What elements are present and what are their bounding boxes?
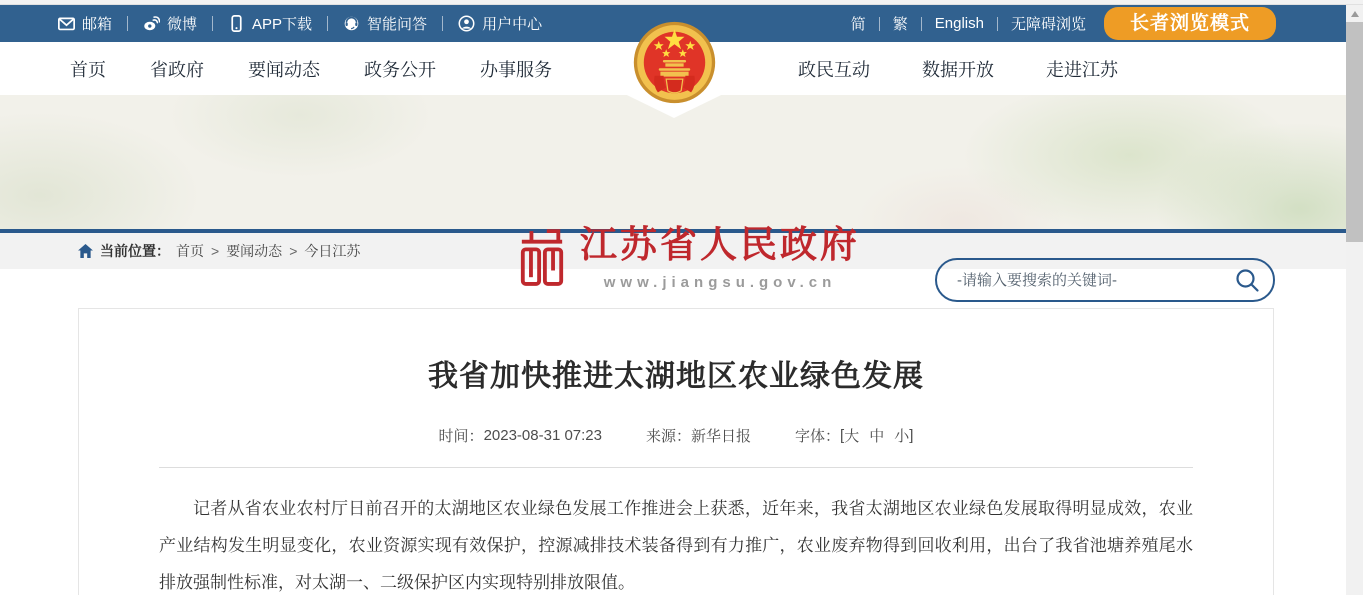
qa-icon <box>343 15 360 32</box>
lang-traditional[interactable]: 繁 <box>892 16 908 33</box>
mail-icon <box>58 15 75 32</box>
divider <box>327 16 328 31</box>
topbar-item-user-center[interactable] <box>458 13 542 34</box>
site-url: www.jiangsu.gov.cn <box>603 273 837 291</box>
article-title: 我省加快推进太湖地区农业绿色发展 <box>428 360 924 393</box>
article-card <box>78 308 1274 595</box>
divider <box>212 16 213 31</box>
meta-source-value: 新华日报 <box>691 428 752 445</box>
topbar-item-label: 智能问答 <box>367 16 428 33</box>
accessibility-browse[interactable]: 无障碍浏览 <box>1010 16 1086 33</box>
brand-text <box>580 226 860 291</box>
topbar-item-label: 微博 <box>167 16 198 33</box>
font-size-medium[interactable]: 中 <box>869 428 885 445</box>
breadcrumb-item-home[interactable]: 首页 <box>176 243 204 259</box>
scrollbar[interactable] <box>1346 5 1363 595</box>
divider <box>921 17 922 31</box>
meta-time-label: 时间： <box>438 428 484 445</box>
nav-item-about-jiangsu[interactable]: 走进江苏 <box>1046 59 1118 80</box>
article-body: 记者从省农业农村厅日前召开的太湖地区农业绿色发展工作推进会上获悉，近年来，我省太湖地区农业绿色发展取得明显成效，农业产业结构发生明显变化，农业资源实现有效保护，控源减排技术装备得到有力推广，农业废弃物得到回收利用，出台了我省池塘养殖尾水排放强制性标准，对太湖一、二级保护区内实现特别排放限值。 <box>159 499 1193 592</box>
topbar-item-weibo[interactable] <box>143 13 197 34</box>
scroll-up-arrow-icon[interactable] <box>1346 5 1363 22</box>
bracket: ] <box>909 427 914 444</box>
nav-item-news[interactable]: 要闻动态 <box>248 59 320 80</box>
weibo-icon <box>143 15 160 32</box>
site-title: 江苏省人民政府 <box>580 225 860 266</box>
topbar-item-label: 用户中心 <box>482 16 543 33</box>
lang-english[interactable]: English <box>934 15 984 32</box>
nav-item-home[interactable]: 首页 <box>70 59 106 80</box>
nav-item-interaction[interactable]: 政民互动 <box>798 59 870 80</box>
article-meta <box>79 425 1273 446</box>
divider <box>879 17 880 31</box>
search-input[interactable] <box>957 272 1229 289</box>
home-icon[interactable] <box>78 244 93 258</box>
search-icon <box>1234 267 1260 293</box>
font-size-small[interactable]: 小 <box>894 428 910 445</box>
topbar-links <box>0 13 542 34</box>
elder-mode-button[interactable]: 长者浏览模式 <box>1104 7 1276 40</box>
site-search <box>935 258 1275 302</box>
national-emblem-icon <box>633 21 716 104</box>
topbar-item-mail[interactable] <box>58 13 112 34</box>
divider <box>997 17 998 31</box>
meta-font <box>795 425 913 446</box>
font-size-options <box>840 425 913 446</box>
meta-font-label: 字体： <box>795 428 841 445</box>
meta-time <box>439 425 602 446</box>
divider <box>442 16 443 31</box>
seal-logo-icon <box>518 226 566 290</box>
divider <box>159 467 1193 468</box>
content-area <box>0 269 1346 595</box>
nav-item-open-data[interactable]: 数据开放 <box>922 59 994 80</box>
breadcrumb-item-today-jiangsu[interactable]: 今日江苏 <box>304 243 361 259</box>
breadcrumb-prefix: 当前位置： <box>100 243 170 259</box>
breadcrumb-separator: > <box>289 243 298 259</box>
topbar-item-label: APP下载 <box>252 16 313 33</box>
nav-left-group <box>70 42 552 95</box>
nav-item-gov-affairs[interactable]: 政务公开 <box>364 59 436 80</box>
phone-icon <box>228 15 245 32</box>
meta-time-value: 2023-08-31 07:23 <box>483 427 602 444</box>
topbar-item-label: 邮箱 <box>82 16 113 33</box>
breadcrumb-item-news[interactable]: 要闻动态 <box>226 243 283 259</box>
divider <box>127 16 128 31</box>
topbar-lang-group <box>851 7 1346 40</box>
breadcrumb-separator: > <box>211 243 220 259</box>
scrollbar-thumb[interactable] <box>1346 22 1363 242</box>
user-icon <box>458 15 475 32</box>
topbar-item-app-download[interactable] <box>228 13 312 34</box>
font-size-large[interactable]: 大 <box>844 428 860 445</box>
search-button[interactable] <box>1229 262 1265 298</box>
meta-source-label: 来源： <box>646 428 692 445</box>
nav-item-services[interactable]: 办事服务 <box>480 59 552 80</box>
site-brand[interactable] <box>518 226 860 291</box>
meta-source <box>646 425 751 446</box>
nav-right-group <box>798 42 1118 95</box>
nav-item-provincial-gov[interactable]: 省政府 <box>150 59 204 80</box>
bracket: [ <box>840 427 845 444</box>
topbar-item-smart-qa[interactable] <box>343 13 427 34</box>
lang-simplified[interactable]: 简 <box>850 16 866 33</box>
